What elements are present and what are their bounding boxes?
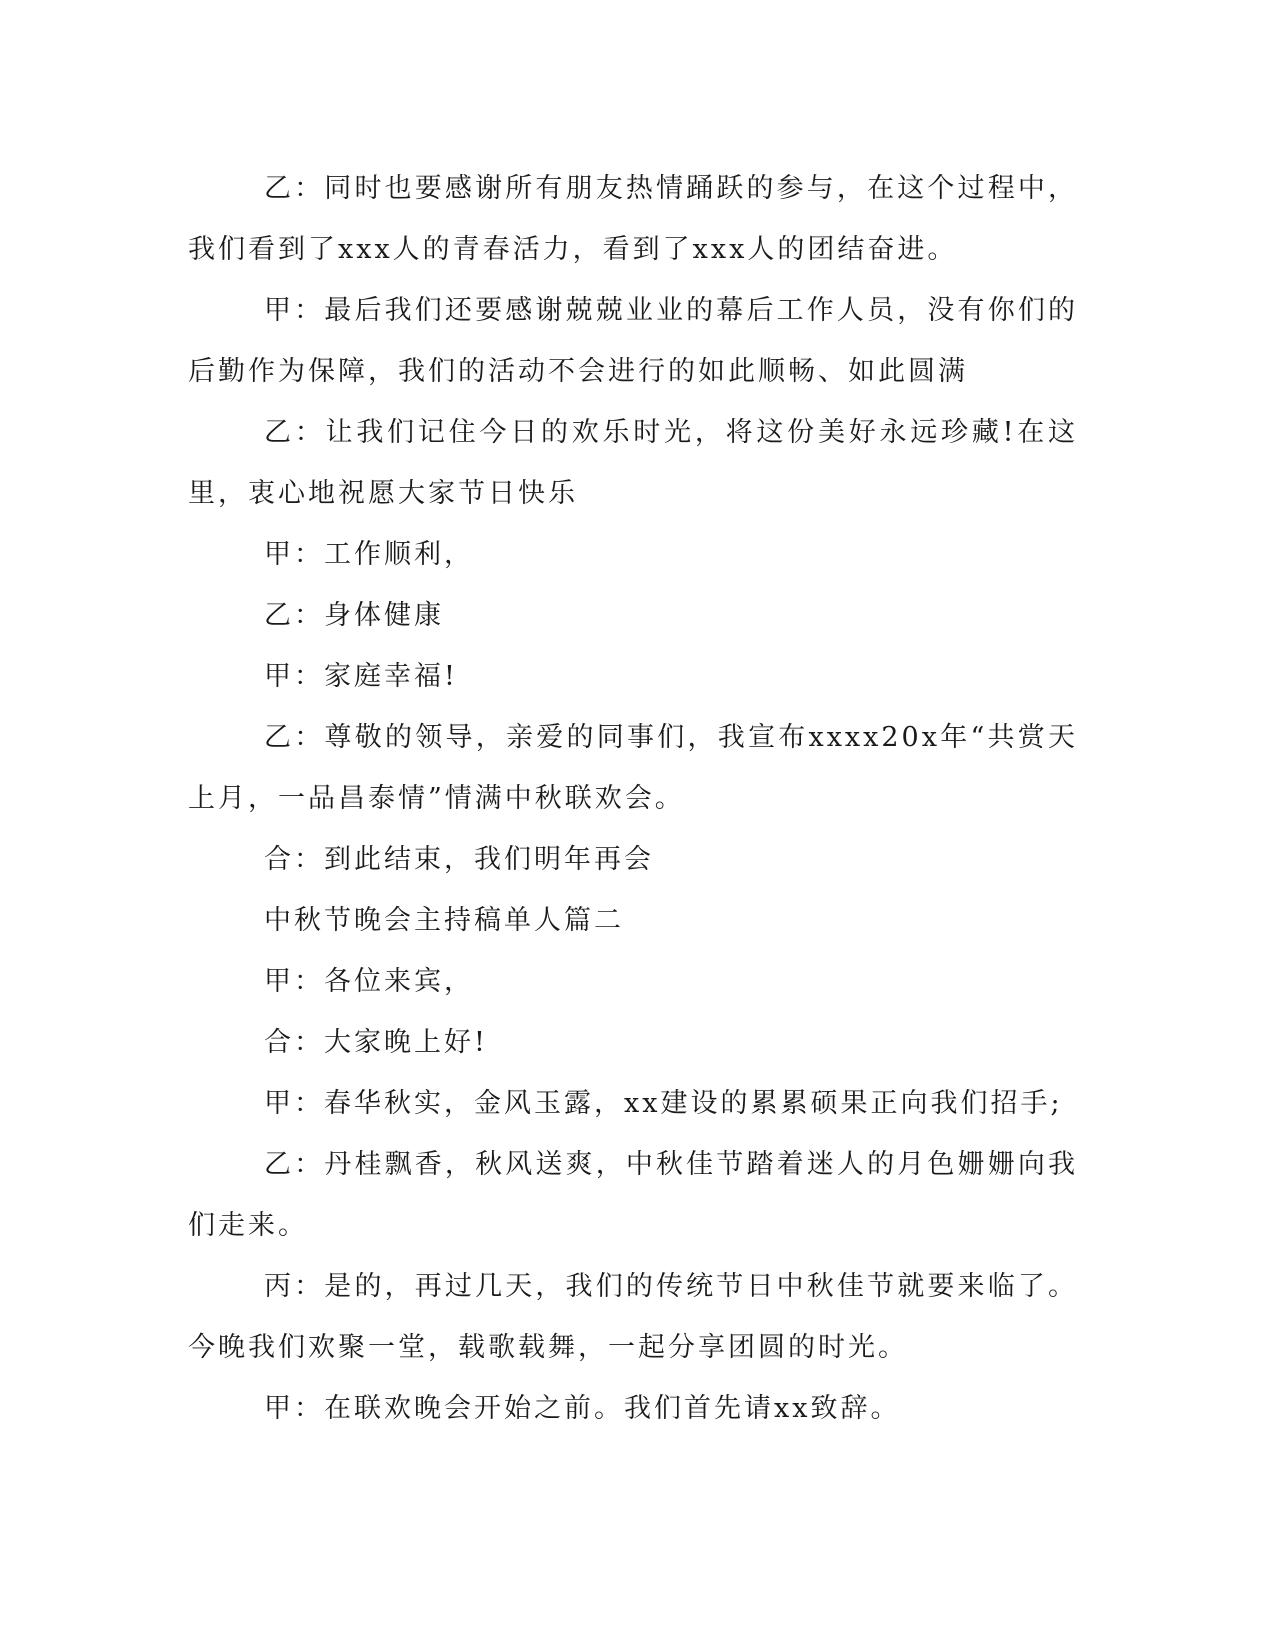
section-heading: 中秋节晚会主持稿单人篇二 [264, 905, 624, 936]
paragraph: 丙：是的，再过几天，我们的传统节日中秋佳节就要来临了。今晚我们欢聚一堂，载歌载舞，一起分享团圆的时光。 [188, 1271, 1078, 1363]
paragraph: 甲：各位来宾， [264, 966, 474, 997]
document-body [188, 158, 1078, 1439]
paragraph: 乙：身体健康 [264, 600, 444, 631]
paragraph: 甲：家庭幸福! [264, 661, 458, 692]
paragraph: 甲：工作顺利， [264, 539, 474, 570]
paragraph: 乙：丹桂飘香，秋风送爽，中秋佳节踏着迷人的月色姗姗向我们走来。 [188, 1149, 1078, 1241]
paragraph: 甲：在联欢晚会开始之前。我们首先请xx致辞。 [264, 1393, 901, 1424]
paragraph: 乙：同时也要感谢所有朋友热情踊跃的参与，在这个过程中，我们看到了xxx人的青春活力，看到了xxx人的团结奋进。 [188, 173, 1078, 265]
paragraph: 乙：让我们记住今日的欢乐时光，将这份美好永远珍藏!在这里，衷心地祝愿大家节日快乐 [188, 417, 1078, 509]
paragraph: 甲：最后我们还要感谢兢兢业业的幕后工作人员，没有你们的后勤作为保障，我们的活动不会进行的如此顺畅、如此圆满 [188, 295, 1078, 387]
paragraph: 合：到此结束，我们明年再会 [264, 844, 654, 875]
paragraph: 合：大家晚上好! [264, 1027, 488, 1058]
paragraph: 甲：春华秋实，金风玉露，xx建设的累累硕果正向我们招手; [264, 1088, 1063, 1119]
paragraph: 乙：尊敬的领导，亲爱的同事们，我宣布xxxx20x年“共赏天上月，一品昌泰情”情满中秋联欢会。 [188, 722, 1078, 814]
